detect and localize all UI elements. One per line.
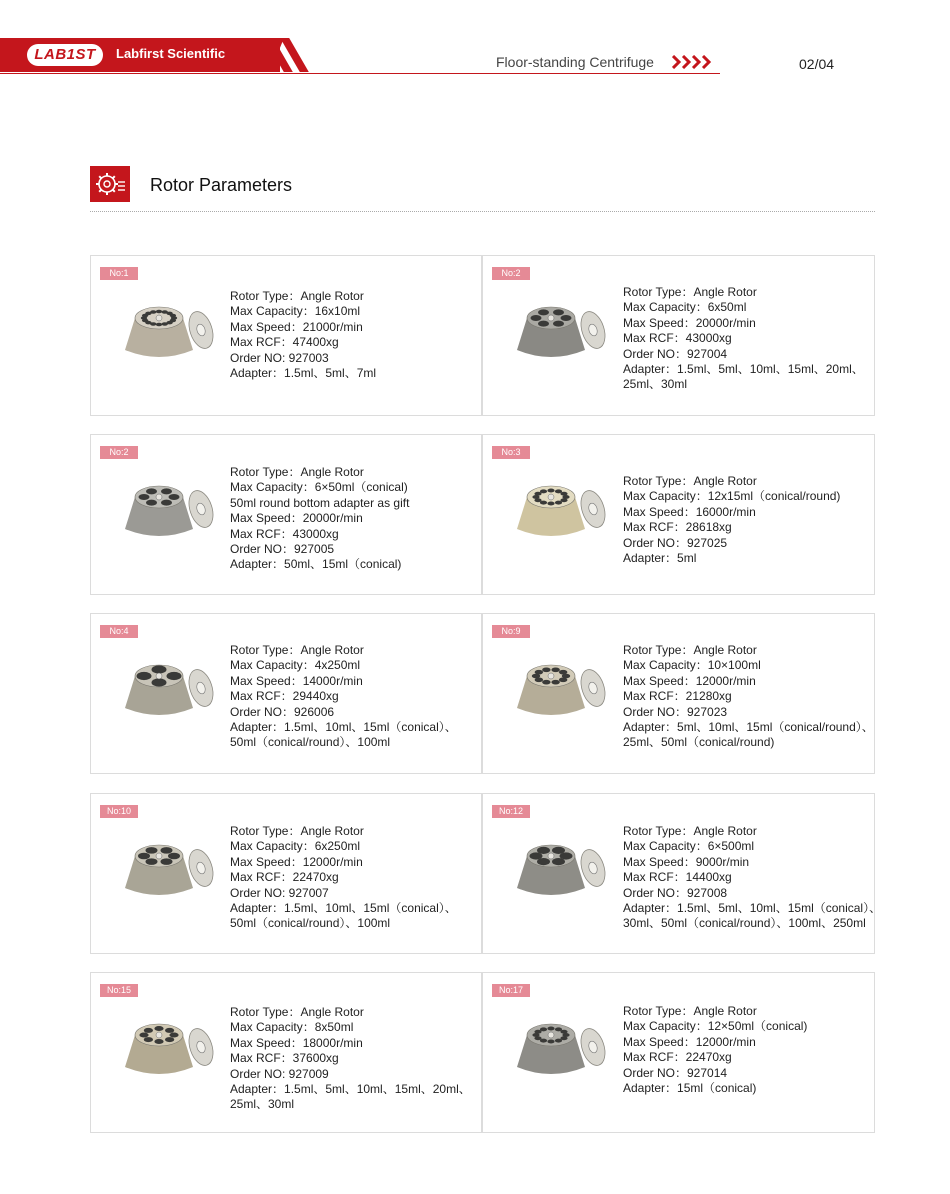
- rotor-image: [509, 650, 609, 730]
- rotor-image: [509, 292, 609, 372]
- spec-line: Max RCF：47400xg: [230, 335, 339, 350]
- spec-line: Max Speed：20000r/min: [230, 511, 363, 526]
- page-number: 02/04: [799, 56, 835, 72]
- spec-line: Max Capacity：6×500ml: [623, 839, 755, 854]
- spec-line: 50ml（conical/round）、100ml: [230, 916, 391, 931]
- rotor-card: [482, 434, 875, 595]
- rotor-number-badge: No:2: [492, 267, 530, 280]
- spec-line: Max RCF：37600xg: [230, 1051, 339, 1066]
- rotor-image: [509, 471, 609, 551]
- spec-line: Max Speed：9000r/min: [623, 854, 750, 869]
- rotor-image: [117, 292, 217, 372]
- spec-line: Rotor Type：Angle Rotor: [230, 465, 364, 479]
- spec-line: Adapter：1.5ml、10ml、15ml（conical）、: [230, 720, 457, 735]
- spec-line: Max Speed：18000r/min: [230, 1035, 363, 1050]
- spec-line: Rotor Type：Angle Rotor: [623, 824, 757, 838]
- spec-line: 30ml、50ml（conical/round）、100ml、250ml: [623, 916, 866, 931]
- spec-line: Adapter：5ml、10ml、15ml（conical/round）、: [623, 720, 874, 735]
- rotor-image: [117, 650, 217, 730]
- spec-line: Max Capacity：8x50ml: [230, 1020, 354, 1035]
- spec-line: 25ml、50ml（conical/round): [623, 735, 775, 750]
- spec-line: Rotor Type：Angle Rotor: [230, 1005, 364, 1019]
- spec-line: Order NO：927005: [230, 542, 335, 557]
- spec-line: Adapter：1.5ml、5ml、10ml、15ml（conical）、: [623, 901, 882, 916]
- spec-line: Max Capacity：12x15ml（conical/round): [623, 489, 841, 504]
- spec-line: Max Capacity：12×50ml（conical): [623, 1019, 808, 1034]
- rotor-number-badge: No:1: [100, 267, 138, 280]
- rotor-card: [482, 793, 882, 954]
- section-title: Rotor Parameters: [150, 175, 293, 195]
- spec-line: Max RCF：43000xg: [230, 526, 339, 541]
- spec-line: Max Capacity：6x250ml: [230, 839, 361, 854]
- brand-name: Labfirst Scientific: [116, 46, 226, 61]
- spec-line: Max Speed：16000r/min: [623, 504, 756, 519]
- rotor-specs: [623, 285, 873, 393]
- brand-logo: LAB1ST: [27, 44, 103, 66]
- spec-line: Adapter：1.5ml、10ml、15ml（conical）、: [230, 901, 457, 916]
- spec-line: Order NO：927025: [623, 535, 728, 550]
- rotor-specs: [230, 289, 480, 381]
- spec-line: 25ml、30ml: [623, 377, 688, 392]
- spec-line: Max Speed：12000r/min: [623, 1034, 756, 1049]
- spec-line: Max RCF：14400xg: [623, 870, 732, 885]
- rotor-number-badge: No:4: [100, 625, 138, 638]
- spec-line: Order NO：926006: [230, 704, 335, 719]
- rotor-specs: [230, 643, 480, 751]
- spec-line: Max Speed：14000r/min: [230, 673, 363, 688]
- rotor-card: [90, 613, 482, 774]
- spec-line: Max Speed：12000r/min: [623, 673, 756, 688]
- rotor-specs: [230, 465, 480, 573]
- rotor-number-badge: No:10: [100, 805, 138, 818]
- rotor-number-badge: No:9: [492, 625, 530, 638]
- spec-line: 50ml（conical/round）、100ml: [230, 735, 391, 750]
- rotor-number-badge: No:3: [492, 446, 530, 459]
- spec-line: Rotor Type：Angle Rotor: [230, 824, 364, 838]
- spec-line: Order NO：927004: [623, 346, 728, 361]
- rotor-specs: [623, 474, 873, 566]
- spec-line: Max RCF：21280xg: [623, 689, 732, 704]
- header-title: Floor-standing Centrifuge: [496, 54, 654, 70]
- rotor-card: [90, 434, 482, 595]
- spec-line: Order NO：927014: [623, 1065, 728, 1080]
- spec-line: Rotor Type：Angle Rotor: [623, 643, 757, 657]
- spec-line: Adapter：5ml: [623, 551, 697, 566]
- spec-line: Order NO: 927003: [230, 350, 329, 365]
- spec-line: Rotor Type：Angle Rotor: [623, 285, 757, 299]
- spec-line: Order NO: 927009: [230, 1066, 329, 1081]
- spec-line: Max Speed：21000r/min: [230, 319, 363, 334]
- spec-line: Max Capacity：6x50ml: [623, 300, 747, 315]
- rotor-specs: [230, 824, 480, 932]
- spec-line: Adapter：1.5ml、5ml、7ml: [230, 366, 377, 381]
- chevrons-icon: [672, 55, 716, 69]
- spec-line: Order NO：927023: [623, 704, 728, 719]
- rotor-card: [482, 972, 875, 1133]
- rotor-image: [117, 1009, 217, 1089]
- spec-line: Max Capacity：6×50ml（conical): [230, 480, 408, 495]
- rotor-image: [509, 1009, 609, 1089]
- rotor-card: [90, 793, 482, 954]
- rotor-card: [90, 972, 482, 1133]
- spec-line: Max RCF：29440xg: [230, 689, 339, 704]
- spec-line: Rotor Type：Angle Rotor: [230, 289, 364, 303]
- section-divider: [90, 211, 875, 212]
- spec-line: Order NO: 927007: [230, 885, 329, 900]
- rotor-specs: [230, 1005, 480, 1113]
- header-divider: [0, 73, 720, 74]
- rotor-specs: [623, 643, 873, 751]
- spec-line: Max RCF：22470xg: [230, 870, 339, 885]
- spec-line: Adapter：1.5ml、5ml、10ml、15ml、20ml、: [623, 362, 864, 377]
- rotor-card: [482, 255, 875, 416]
- rotor-image: [509, 830, 609, 910]
- spec-line: Adapter：15ml（conical): [623, 1081, 757, 1096]
- spec-line: Max Speed：12000r/min: [230, 854, 363, 869]
- spec-line: Rotor Type：Angle Rotor: [623, 1004, 757, 1018]
- rotor-card: [90, 255, 482, 416]
- spec-line: Max RCF：22470xg: [623, 1050, 732, 1065]
- spec-line: Max Capacity：4x250ml: [230, 658, 361, 673]
- spec-line: 25ml、30ml: [230, 1097, 295, 1112]
- spec-line: Max Capacity：10×100ml: [623, 658, 761, 673]
- rotor-image: [117, 471, 217, 551]
- rotor-specs: [623, 824, 882, 932]
- rotor-number-badge: No:15: [100, 984, 138, 997]
- spec-line: Max Speed：20000r/min: [623, 315, 756, 330]
- spec-line: Max Capacity：16x10ml: [230, 304, 361, 319]
- rotor-specs: [623, 1004, 873, 1096]
- spec-line: Adapter：50ml、15ml（conical): [230, 557, 402, 572]
- spec-line: Order NO：927008: [623, 885, 728, 900]
- rotor-number-badge: No:12: [492, 805, 530, 818]
- rotor-card: [482, 613, 875, 774]
- spec-line: Max RCF：28618xg: [623, 520, 732, 535]
- gear-settings-icon: [90, 166, 130, 202]
- rotor-image: [117, 830, 217, 910]
- spec-line: Rotor Type：Angle Rotor: [230, 643, 364, 657]
- spec-line: Max RCF：43000xg: [623, 331, 732, 346]
- rotor-number-badge: No:17: [492, 984, 530, 997]
- spec-line: Rotor Type：Angle Rotor: [623, 474, 757, 488]
- rotor-number-badge: No:2: [100, 446, 138, 459]
- spec-line: Adapter：1.5ml、5ml、10ml、15ml、20ml、: [230, 1082, 471, 1097]
- spec-line: 50ml round bottom adapter as gift: [230, 495, 410, 510]
